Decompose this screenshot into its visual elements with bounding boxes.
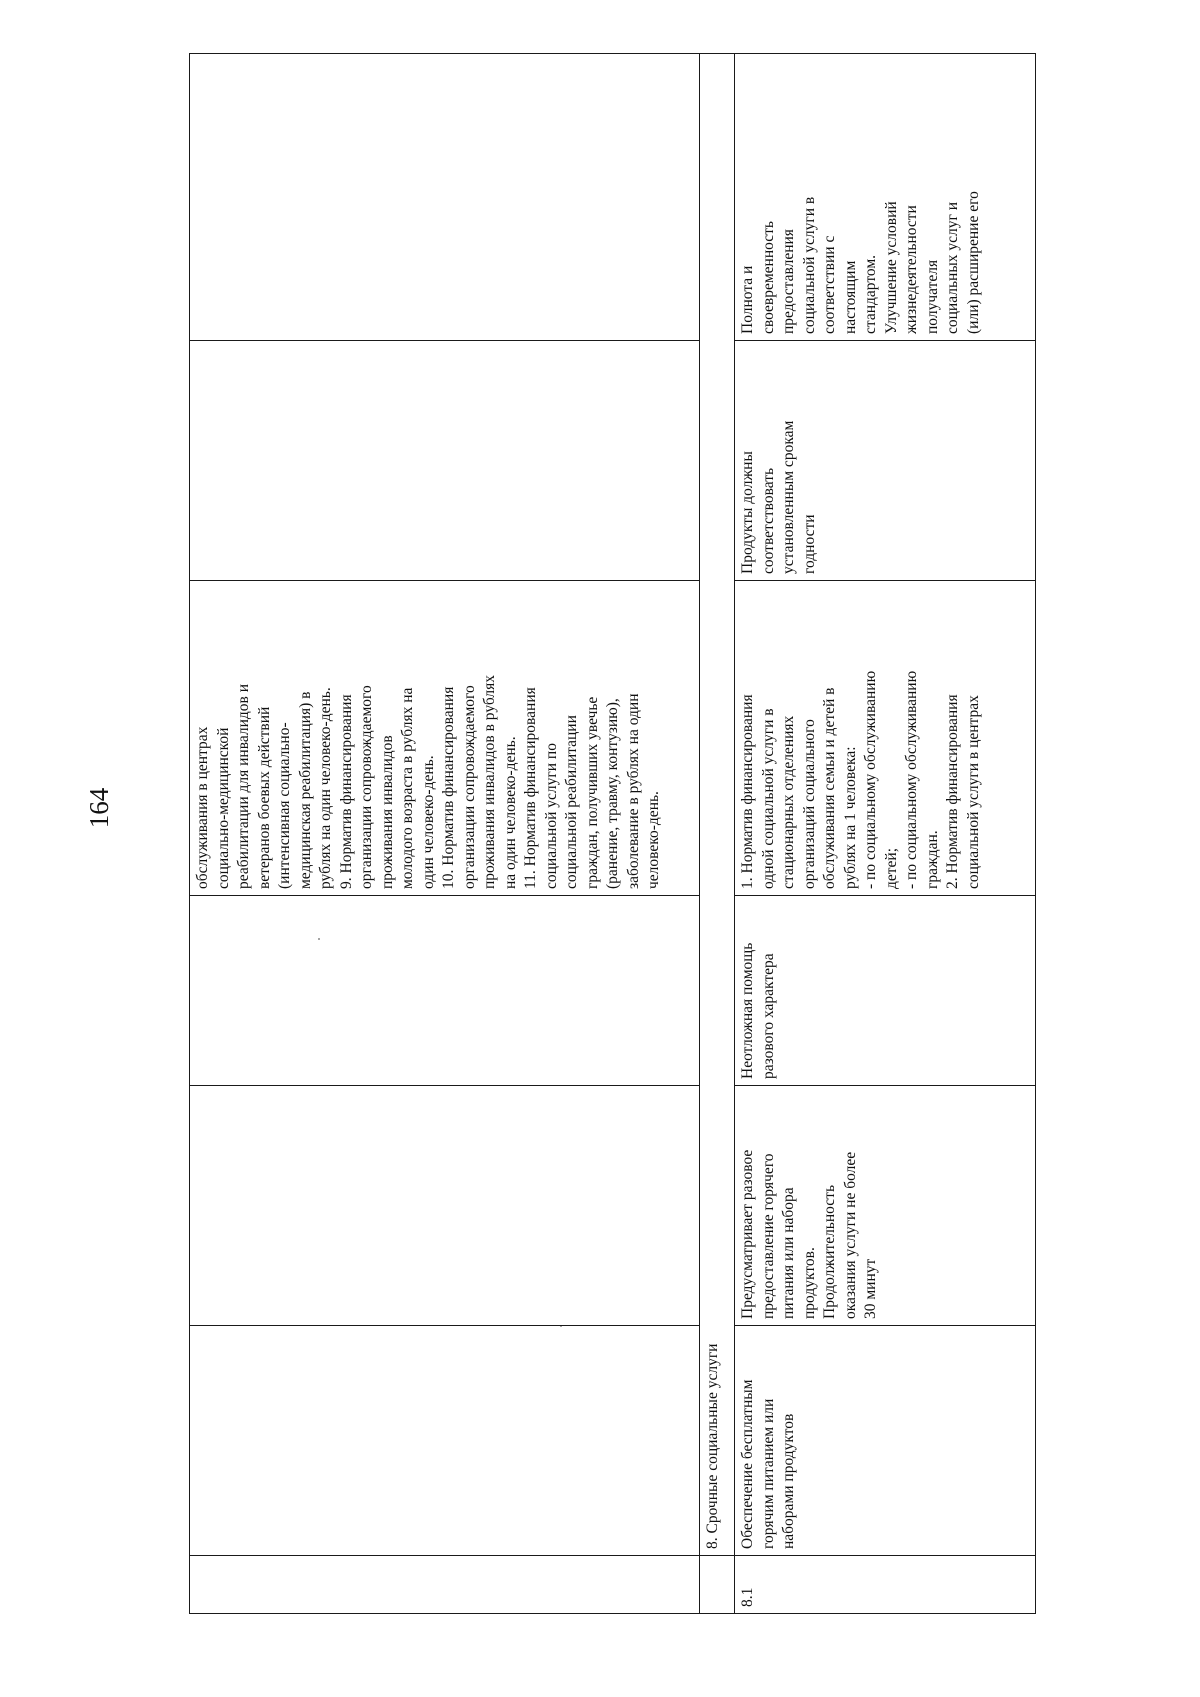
cell-results: Полнота и своевременность предоставления социальной услуги в соответствии с настоящим стандартом. Улучшение условий жизнедеятельности получателя социальных услуг и (или) расширение его <box>735 54 1036 341</box>
table-row-item-8-1 <box>735 54 1036 1614</box>
rotated-table-sheet <box>189 54 1072 1614</box>
cell-cost-norms: обслуживания в центрах социально-медицинской реабилитации для инвалидов и ветеранов боевых действий (интенсивная социально- медицинская реабилитация) в рублях на один человеко-день. 9. Норматив финансирования организации сопровождаемого проживания инвалидов молодого возраста в рублях на один человеко-день. 10. Норматив финансирования организации сопровождаемого проживания инвалидов в рублях на один человеко-день. 11. Норматив финансирования социальной услуги по социальной реабилитации граждан, получивших увечье (ранение, травму, контузию), заболевание в рублях на один человеко-день. <box>190 581 700 896</box>
table-row-continuation <box>190 54 700 1614</box>
cell-service-content: Предусматривает разовое предоставление горячего питания или набора продуктов. Продолжительность оказания услуги не более 30 минут <box>735 1086 1036 1326</box>
cell-conditions <box>190 341 700 581</box>
page-number: 164 <box>84 787 114 829</box>
cell-section-blank <box>700 1556 735 1614</box>
section-title: 8. Срочные социальные услуги <box>700 54 735 1556</box>
cell-results <box>190 54 700 341</box>
cell-service-volume <box>190 896 700 1086</box>
cell-service-content <box>190 1086 700 1326</box>
cell-conditions: Продукты должны соответствовать установленным срокам годности <box>735 341 1036 581</box>
cell-service-name: Обеспечение бесплатным горячим питанием или наборами продуктов <box>735 1326 1036 1556</box>
cell-service-name <box>190 1326 700 1556</box>
table-row-section <box>700 54 735 1614</box>
cell-number: 8.1 <box>735 1556 1036 1614</box>
cell-service-volume: Неотложная помощь разового характера <box>735 896 1036 1086</box>
cell-number <box>190 1556 700 1614</box>
social-services-table <box>189 53 1036 1614</box>
cell-cost-norms: 1. Норматив финансирования одной социальной услуги в стационарных отделениях организаций социального обслуживания семьи и детей в рублях на 1 человека: - по социальному обслуживанию детей; - по социальному обслуживанию граждан. 2. Норматив финансирования социальной услуги в центрах <box>735 581 1036 896</box>
